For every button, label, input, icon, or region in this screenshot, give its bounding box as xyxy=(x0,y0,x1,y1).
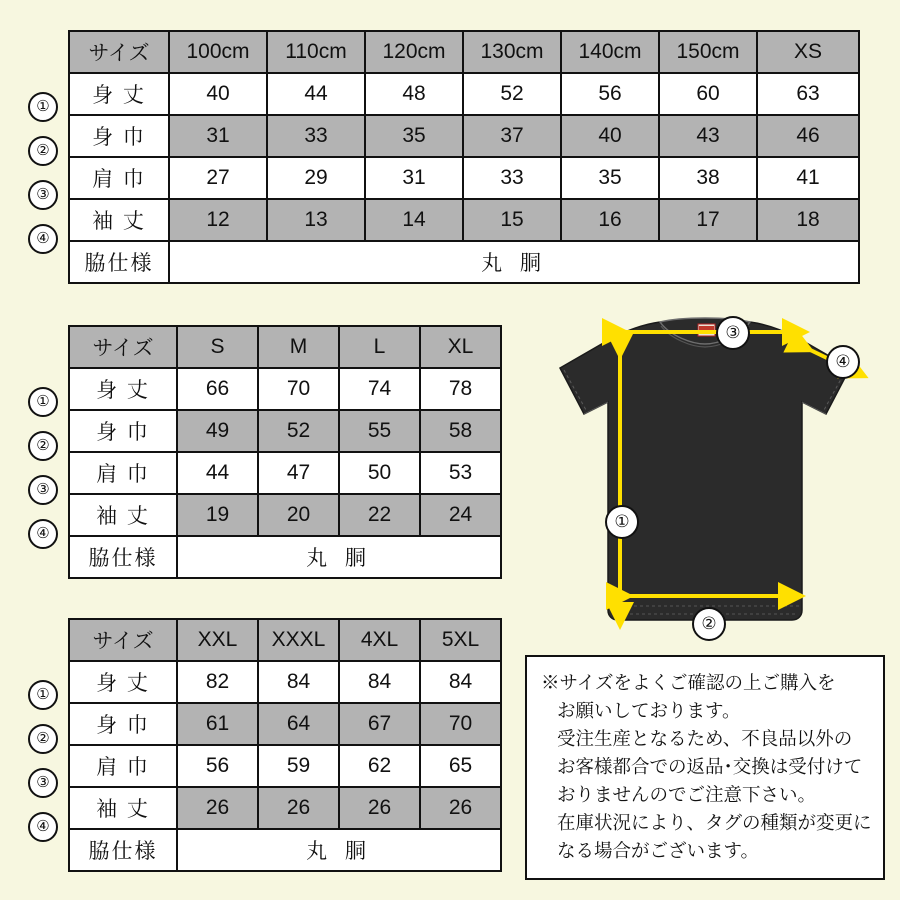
marker-3-adult: ③ xyxy=(28,475,58,505)
row-label: 袖 丈 xyxy=(69,787,177,829)
cell: 82 xyxy=(177,661,258,703)
cell: 31 xyxy=(169,115,267,157)
big-size-table-block xyxy=(68,618,502,872)
cell: 19 xyxy=(177,494,258,536)
big-size-table xyxy=(68,618,502,872)
row-label: 身 巾 xyxy=(69,115,169,157)
marker-2-kids: ② xyxy=(28,136,58,166)
cell: 61 xyxy=(177,703,258,745)
header-cell: 140cm xyxy=(561,31,659,73)
cell: 50 xyxy=(339,452,420,494)
footer-label: 脇仕様 xyxy=(69,829,177,871)
marker-3-diagram: ③ xyxy=(716,316,750,350)
header-cell: XXXL xyxy=(258,619,339,661)
cell: 67 xyxy=(339,703,420,745)
cell: 58 xyxy=(420,410,501,452)
adult-table-number-column xyxy=(22,325,62,575)
cell: 52 xyxy=(463,73,561,115)
table-row xyxy=(69,73,859,115)
note-line: お願いしております。 xyxy=(557,700,741,721)
cell: 33 xyxy=(463,157,561,199)
cell: 26 xyxy=(420,787,501,829)
cell: 44 xyxy=(267,73,365,115)
header-cell: L xyxy=(339,326,420,368)
cell: 20 xyxy=(258,494,339,536)
cell: 70 xyxy=(258,368,339,410)
cell: 24 xyxy=(420,494,501,536)
purchase-note-box xyxy=(525,655,885,880)
cell: 78 xyxy=(420,368,501,410)
row-label: 身 巾 xyxy=(69,410,177,452)
cell: 26 xyxy=(258,787,339,829)
cell: 59 xyxy=(258,745,339,787)
header-cell: サイズ xyxy=(69,326,177,368)
header-cell: 100cm xyxy=(169,31,267,73)
cell: 66 xyxy=(177,368,258,410)
row-label: 身 巾 xyxy=(69,703,177,745)
cell: 63 xyxy=(757,73,859,115)
cell: 12 xyxy=(169,199,267,241)
marker-2-adult: ② xyxy=(28,431,58,461)
row-label: 肩 巾 xyxy=(69,452,177,494)
cell: 38 xyxy=(659,157,757,199)
cell: 60 xyxy=(659,73,757,115)
cell: 52 xyxy=(258,410,339,452)
marker-4-adult: ④ xyxy=(28,519,58,549)
tshirt-shape xyxy=(560,318,850,620)
cell: 40 xyxy=(561,115,659,157)
cell: 35 xyxy=(561,157,659,199)
note-line: 受注生産となるため、不良品以外の xyxy=(557,728,853,749)
marker-1-diagram: ① xyxy=(605,505,639,539)
table-row xyxy=(69,410,501,452)
row-label: 肩 巾 xyxy=(69,157,169,199)
table-row xyxy=(69,115,859,157)
cell: 65 xyxy=(420,745,501,787)
table-row xyxy=(69,157,859,199)
cell: 41 xyxy=(757,157,859,199)
cell: 40 xyxy=(169,73,267,115)
table-row xyxy=(69,452,501,494)
kids-size-table-block xyxy=(68,30,860,284)
header-cell: XS xyxy=(757,31,859,73)
header-cell: 4XL xyxy=(339,619,420,661)
header-cell: 120cm xyxy=(365,31,463,73)
cell: 49 xyxy=(177,410,258,452)
header-cell: XL xyxy=(420,326,501,368)
cell: 56 xyxy=(177,745,258,787)
header-cell: 150cm xyxy=(659,31,757,73)
cell: 62 xyxy=(339,745,420,787)
marker-2-diagram: ② xyxy=(692,607,726,641)
adult-size-table xyxy=(68,325,502,579)
cell: 17 xyxy=(659,199,757,241)
cell: 48 xyxy=(365,73,463,115)
note-line: ※サイズをよくご確認の上ご購入を xyxy=(541,672,836,693)
table-footer-row xyxy=(69,536,501,578)
cell: 53 xyxy=(420,452,501,494)
row-label: 身 丈 xyxy=(69,368,177,410)
adult-size-table-block xyxy=(68,325,502,579)
note-line: 在庫状況により、タグの種類が変更に xyxy=(557,812,872,833)
cell: 16 xyxy=(561,199,659,241)
big-size-table-number-column xyxy=(22,618,62,868)
note-line: お客様都合での返品･交換は受付けて xyxy=(557,756,863,777)
cell: 15 xyxy=(463,199,561,241)
kids-size-table xyxy=(68,30,860,284)
table-footer-row xyxy=(69,241,859,283)
cell: 84 xyxy=(339,661,420,703)
marker-3-big: ③ xyxy=(28,768,58,798)
cell: 14 xyxy=(365,199,463,241)
table-footer-row xyxy=(69,829,501,871)
cell: 84 xyxy=(258,661,339,703)
cell: 26 xyxy=(339,787,420,829)
kids-table-number-column xyxy=(22,30,62,280)
cell: 18 xyxy=(757,199,859,241)
cell: 44 xyxy=(177,452,258,494)
cell: 43 xyxy=(659,115,757,157)
header-cell: 130cm xyxy=(463,31,561,73)
table-row xyxy=(69,745,501,787)
cell: 13 xyxy=(267,199,365,241)
note-line: なる場合がございます。 xyxy=(557,840,760,861)
marker-1-big: ① xyxy=(28,680,58,710)
marker-1-kids: ① xyxy=(28,92,58,122)
table-header-row xyxy=(69,619,501,661)
footer-value: 丸 胴 xyxy=(169,241,859,283)
cell: 84 xyxy=(420,661,501,703)
cell: 64 xyxy=(258,703,339,745)
note-line: おりませんのでご注意下さい。 xyxy=(557,784,817,805)
cell: 35 xyxy=(365,115,463,157)
cell: 26 xyxy=(177,787,258,829)
table-row xyxy=(69,661,501,703)
footer-label: 脇仕様 xyxy=(69,241,169,283)
marker-4-kids: ④ xyxy=(28,224,58,254)
header-cell: M xyxy=(258,326,339,368)
header-cell: 5XL xyxy=(420,619,501,661)
footer-value: 丸 胴 xyxy=(177,829,501,871)
row-label: 袖 丈 xyxy=(69,199,169,241)
row-label: 身 丈 xyxy=(69,73,169,115)
marker-1-adult: ① xyxy=(28,387,58,417)
cell: 22 xyxy=(339,494,420,536)
table-row xyxy=(69,199,859,241)
cell: 27 xyxy=(169,157,267,199)
marker-2-big: ② xyxy=(28,724,58,754)
table-header-row xyxy=(69,326,501,368)
table-row xyxy=(69,368,501,410)
cell: 55 xyxy=(339,410,420,452)
cell: 31 xyxy=(365,157,463,199)
cell: 33 xyxy=(267,115,365,157)
tshirt-diagram xyxy=(520,310,890,650)
cell: 37 xyxy=(463,115,561,157)
header-cell: サイズ xyxy=(69,31,169,73)
cell: 47 xyxy=(258,452,339,494)
marker-4-diagram: ④ xyxy=(826,345,860,379)
footer-label: 脇仕様 xyxy=(69,536,177,578)
table-header-row xyxy=(69,31,859,73)
cell: 56 xyxy=(561,73,659,115)
marker-4-big: ④ xyxy=(28,812,58,842)
row-label: 身 丈 xyxy=(69,661,177,703)
footer-value: 丸 胴 xyxy=(177,536,501,578)
header-cell: サイズ xyxy=(69,619,177,661)
table-row xyxy=(69,494,501,536)
cell: 46 xyxy=(757,115,859,157)
cell: 74 xyxy=(339,368,420,410)
row-label: 肩 巾 xyxy=(69,745,177,787)
marker-3-kids: ③ xyxy=(28,180,58,210)
table-row xyxy=(69,787,501,829)
cell: 70 xyxy=(420,703,501,745)
header-cell: 110cm xyxy=(267,31,365,73)
cell: 29 xyxy=(267,157,365,199)
header-cell: S xyxy=(177,326,258,368)
row-label: 袖 丈 xyxy=(69,494,177,536)
header-cell: XXL xyxy=(177,619,258,661)
table-row xyxy=(69,703,501,745)
